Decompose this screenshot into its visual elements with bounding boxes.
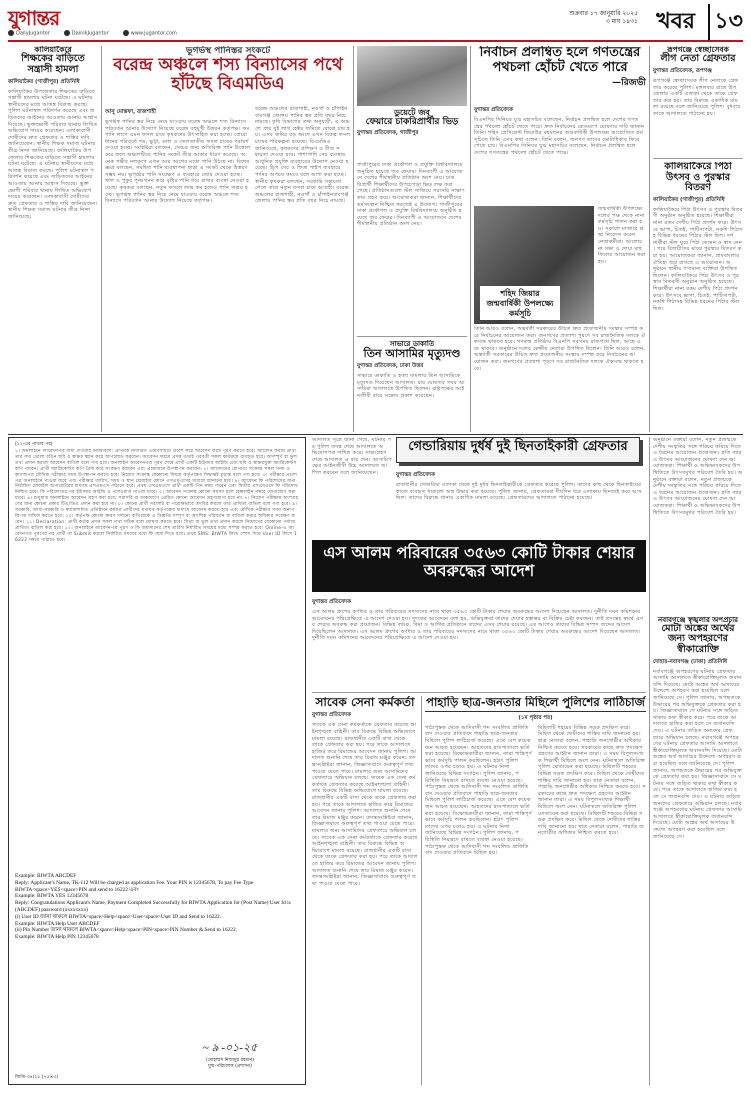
signatory-title: যুগ্ম-পরিচালক (প্রশাসন) — [208, 1064, 252, 1069]
masthead — [8, 4, 743, 38]
article-headline: শিক্ষকের বাড়িতে সন্ত্রাসী হামলা — [21, 53, 85, 76]
article-headline: তিন আসামির মৃত্যুদণ্ড — [363, 346, 461, 360]
article-duet — [357, 46, 467, 162]
article-body: ভূগর্ভস্থ পানির স্তর নিচে নেমে যাওয়ায় বরেন্দ্র অঞ্চলে শস্য বিন্যাসে পরিবর্তন আনার উদ্যোগ নিয়েছে বরেন্দ্র বহুমুখী উন্নয়ন কর্তৃপক্ষ। কম পানি লাগে এমন ফসল চাষে কৃষকদের উৎসাহিত করা হচ্ছে। বোরো ধানের পরিবর্তে গম, ভুট্টা, ডাল ও তেলজাতীয় ফসল চাষের পরামর্শ দেওয়া হচ্ছে। সংশ্লিষ্টরা বলছেন, সেচের জন্য অতিরিক্ত পানি উত্তোলনের ফলে অঞ্চলটিতে পানির সংকট তীব্র আকার ধারণ করেছে। অনেক গভীর নলকূপে এখন আর আগের মতো পানি উঠছে না। বিশেষজ্ঞরা বলছেন, সমন্বিত পানি ব্যবস্থাপনা ছাড়া এ সংকট থেকে উত্তরণ সম্ভব নয়। ভূপৃষ্ঠের পানি সংরক্ষণ ও ব্যবহারে জোর দেওয়া হচ্ছে। খাল ও পুকুর পুনঃখনন করে বৃষ্টির পানি ধরে রাখার ব্যবস্থা নেওয়া হয়েছে। কৃষকরা বলছেন, নতুন ফসলে লাভ কম হলেও পানি সাশ্রয় হচ্ছে। ভূগর্ভস্থ পানির স্তর নিচে নেমে যাওয়ায় বরেন্দ্র অঞ্চলে শস্য বিন্যাসে পরিবর্তন আনার উদ্যোগ নিয়েছে কর্তৃপক্ষ। — [105, 119, 251, 205]
article-election-header — [474, 46, 646, 102]
article-headline: পাহাড়ি ছাত্র-জনতার মিছিলে পুলিশের লাঠিচার্জ — [425, 696, 646, 712]
notice-header-ref: (১২-এর পাতার পর) — [15, 442, 53, 447]
article-kicker: নবাবগঞ্জে স্বৃঙ্খলার অপপ্রচার — [658, 616, 738, 624]
column-divider — [649, 46, 650, 432]
article-byline: যুগান্তর প্রতিবেদক, ঢাকা উত্তর — [357, 363, 424, 370]
article-byline: দোহার-নবাবগঞ্জ (ঢাকা) প্রতিনিধি — [653, 658, 728, 665]
s-alam-headline-box — [312, 540, 646, 592]
job-fair-photo — [357, 46, 467, 106]
section-divider — [357, 336, 467, 337]
column-divider — [470, 46, 471, 432]
date-bengali: ৩ মাঘ ১৪৩১ — [605, 18, 638, 25]
article-kicker: ভূগর্ভস্থ পানিস্তর সংকটে — [185, 46, 271, 56]
article-byline: কালিয়াকৈর (গাজীপুর) প্রতিনিধি — [8, 78, 80, 85]
article-byline: যুগান্তর প্রতিবেদক, রূপগঞ্জ — [653, 68, 712, 75]
article-body: কালিয়াকৈর উপজেলার শিক্ষকের বাড়িতে সন্ত্রাসী হামলার ঘটনা ঘটেছে। এ ঘটনায় স্থানীয়দের মধ্যে আতঙ্ক বিরাজ করছে। পুলিশ ঘটনাস্থল পরিদর্শন করেছে এবং জড়িতদের আইনের আওতায় আনার আশ্বাস দিয়েছে। ভুক্তভোগী পরিবার থানায় লিখিত অভিযোগ দায়ের করেছেন। এলাকাবাসী দোষীদের দ্রুত গ্রেফতার ও শাস্তির দাবি জানিয়েছেন। স্থানীয় শিক্ষক সমাজ ঘটনার তীব্র নিন্দা জানিয়েছে। কালিয়াকৈর উপজেলার শিক্ষকের বাড়িতে সন্ত্রাসী হামলার ঘটনা ঘটেছে। এ ঘটনায় স্থানীয়দের মধ্যে আতঙ্ক বিরাজ করছে। পুলিশ ঘটনাস্থল পরিদর্শন করেছে এবং জড়িতদের আইনের আওতায় আনার আশ্বাস দিয়েছে। ভুক্তভোগী পরিবার থানায় লিখিত অভিযোগ দায়ের করেছেন। এলাকাবাসী দোষীদের দ্রুত গ্রেফতার ও শাস্তির দাবি জানিয়েছেন। স্থানীয় শিক্ষক সমাজ ঘটনার তীব্র নিন্দা জানিয়েছে। — [8, 88, 98, 220]
article-byline: যুগান্তর প্রতিবেদক — [312, 712, 351, 719]
notice-reference: জিডি-৩৪/২৫ (৭৫×৩) — [15, 1075, 59, 1080]
article-attribution: —রিজভী — [612, 78, 646, 89]
article-body: তিনি আরও বলেন, অন্তর্বর্তী সরকারের উচিত দ্রুত প্রয়োজনীয় সংস্কার সম্পন্ন করে নির্বাচনের আয়োজন করা। জনগণের প্রত্যাশা পূরণে সব রাজনৈতিক দলকে ঐক্যবদ্ধ থাকতে হবে। গণতন্ত্র প্রতিষ্ঠায় বিএনপি সবসময় রাজপথে ছিল, আছে এবং থাকবে। অনুষ্ঠানে দলের কেন্দ্রীয় নেতারা উপস্থিত ছিলেন। তিনি আরও বলেন, অন্তর্বর্তী সরকারের উচিত দ্রুত প্রয়োজনীয় সংস্কার সম্পন্ন করে নির্বাচনের আয়োজন করা। জনগণের প্রত্যাশা পূরণে সব রাজনৈতিক দলকে ঐক্যবদ্ধ থাকতে হবে। — [474, 326, 646, 372]
article-duet-body — [357, 162, 467, 334]
column-divider — [353, 46, 354, 432]
article-sabhar — [357, 340, 467, 432]
article-byline: যুগান্তর প্রতিবেদক — [312, 599, 351, 605]
article-election-body — [474, 104, 646, 204]
article-byline: যুগান্তর প্রতিবেদক — [396, 472, 435, 478]
column-divider — [421, 696, 422, 1085]
notice-english-block — [15, 873, 299, 941]
article-body: বরেন্দ্র অঞ্চলের রাজশাহী, নওগাঁ ও চাঁপাইনবাবগঞ্জ জেলায় পানির স্তর প্রতি বছর নিচে নামছে। কৃষি বিভাগের তথ্য অনুযায়ী, এ অঞ্চলে প্রায় দুই লাখ হেক্টর জমিতে বোরো চাষ হয়। এসব জমির বড় অংশে এখন বিকল্প ফসল চাষের পরিকল্পনা রয়েছে। বিএমডিএ জানিয়েছে, কৃষকদের প্রশিক্ষণ ও বীজ সহায়তা দেওয়া হবে। পাশাপাশি সেচ ব্যবস্থায় আধুনিক প্রযুক্তি ব্যবহারের উদ্যোগ নেওয়া হয়েছে। ড্রিপ সেচ ও ফিতা পাইপ ব্যবহারে পানির অপচয় কমবে বলে আশা করা হচ্ছে। স্থানীয় কৃষকরা বলছেন, সরকারি সহায়তা পেলে তারা নতুন ফসল চাষে আগ্রহী। বরেন্দ্র অঞ্চলের রাজশাহী, নওগাঁ ও চাঁপাইনবাবগঞ্জ জেলায় পানির স্তর প্রতি বছর নিচে নামছে। — [255, 106, 351, 205]
article-kicker: রূপগঞ্জে স্বেচ্ছাসেবক — [667, 46, 729, 54]
article-body: রূপগঞ্জে স্বেচ্ছাসেবক লীগ নেতাকে গ্রেফতার করেছে পুলিশ। মঙ্গলবার রাতে উপজেলার একটি এলাকা থেকে তাকে গ্রেফতার করা হয়। তার বিরুদ্ধে একাধিক মামলা রয়েছে বলে জানিয়েছে পুলিশ। বুধবার তাকে আদালতে পাঠানো হয়। — [653, 78, 741, 117]
article-headline: লীগ নেতা গ্রেফতার — [660, 53, 736, 65]
page-divider — [8, 434, 743, 435]
article-headline: বরেন্দ্র অঞ্চলে শস্য বিন্যাসের পথে হাঁটছে বিএমডিএ — [113, 55, 343, 95]
column-divider — [101, 46, 102, 432]
article-byline: যুগান্তর প্রতিবেদক — [474, 107, 513, 113]
article-headline: ফেয়ারে চাকরিপ্রার্থীর ভিড় — [365, 116, 459, 127]
notice-line: (ii) Pin Number জানা থাকলে BIWTA<space>Help<space>PIN<space>PIN Number & Send to 16222. — [15, 927, 237, 934]
article-headline: মোটা অঙ্কের অর্থের জন্য অপহরণের স্বীকারোক্তি — [661, 622, 735, 656]
article-body: মিছিলটি শহরের বিভিন্ন সড়ক প্রদক্ষিণ করে। মিছিল থেকে দোষীদের শাস্তির দাবি জানানো হয়। ছাত্র নেতারা বলেন, পাহাড়ি জনগোষ্ঠীর অধিকার নিশ্চিত করতে হবে। সরকারের কাছে দ্রুত পদক্ষেপ গ্রহণের আহ্বান জানান তারা। এ সময় বিপুলসংখ্যক শিক্ষার্থী মিছিলে অংশ নেন। ঘটনাস্থলে অতিরিক্ত পুলিশ মোতায়েন করা হয়েছে। মিছিলটি শহরের বিভিন্ন সড়ক প্রদক্ষিণ করে। মিছিল থেকে দোষীদের শাস্তির দাবি জানানো হয়। ছাত্র নেতারা বলেন, পাহাড়ি জনগোষ্ঠীর অধিকার নিশ্চিত করতে হবে। সরকারের কাছে দ্রুত পদক্ষেপ গ্রহণের আহ্বান জানান তারা। এ সময় বিপুলসংখ্যক শিক্ষার্থী মিছিলে অংশ নেন। ঘটনাস্থলে অতিরিক্ত পুলিশ মোতায়েন করা হয়েছে। মিছিলটি শহরের বিভিন্ন সড়ক প্রদক্ষিণ করে। মিছিল থেকে দোষীদের শাস্তির দাবি জানানো হয়। ছাত্র নেতারা বলেন, পাহাড়ি জনগোষ্ঠীর অধিকার নিশ্চিত করতে হবে। — [538, 724, 646, 837]
notice-line: Example: BIWTA Help User ABCDEF — [15, 920, 100, 927]
article-sabhar-continued — [312, 437, 392, 517]
article-headline: গেন্ডারিয়ায় দুর্ধর্ষ দুই ছিনতাইকারী গ্রেফতার — [408, 439, 628, 454]
section-divider — [653, 158, 743, 159]
signature-mark: ~ ৯ -০১-২৫ — [202, 1042, 258, 1054]
article-body: আদালত সূত্রে জানা গেছে, ঘটনার পর পুলিশ তদন্ত শেষে আদালতে অভিযোগপত্র দাখিল করে। সাক্ষ্যগ্রহণ শেষে আদালত এ রায় দেন। আসামিপক্ষের আইনজীবী উচ্চ আদালতে আপিল করবেন বলে জানিয়েছেন। — [312, 437, 392, 476]
article-pitha-continued — [653, 437, 743, 615]
article-headline: সাবেক সেনা কর্মকর্তা — [315, 696, 415, 709]
social-links — [8, 30, 743, 39]
signature-block — [175, 1039, 285, 1070]
article-headline: নির্বাচন প্রলম্বিত হলে গণতন্ত্রের পথচলা হোঁচট খেতে পারে — [479, 46, 641, 75]
notice-line: (i) User ID জানা থাকলে BIWTA<space>Help<space>User<space>User ID and Send to 16222. — [15, 913, 222, 920]
notice-line: Example: BIWTA ABCDEF — [15, 873, 77, 879]
article-byline: কালিয়াকৈর (গাজীপুর) প্রতিনিধি — [653, 196, 725, 203]
article-kaliakair-teachers — [8, 46, 98, 432]
article-body: কালিয়াকৈরে পিঠা উৎসব ও পুরস্কার বিতরণী অনুষ্ঠান অনুষ্ঠিত হয়েছে। শিক্ষার্থীরা নানা রকম দেশীয় পিঠা প্রদর্শন করে। উৎসবে ভাপা, চিতই, পাটিসাপটা, নকশি পিঠাসহ বিভিন্ন ধরনের পিঠার স্টল ছিল। দর্শনার্থীরা স্টল ঘুরে পিঠা কেনেন ও স্বাদ নেন। পরে বিজয়ীদের মাঝে পুরস্কার বিতরণ করা হয়। আয়োজকরা জানান, গ্রামবাংলার ঐতিহ্য ধরে রাখতে এ আয়োজন। অনুষ্ঠানে স্থানীয় গণ্যমান্য ব্যক্তিরা উপস্থিত ছিলেন। কালিয়াকৈরে পিঠা উৎসব ও পুরস্কার বিতরণী অনুষ্ঠান অনুষ্ঠিত হয়েছে। শিক্ষার্থীরা নানা রকম দেশীয় পিঠা প্রদর্শন করে। উৎসবে ভাপা, চিতই, পাটিসাপটা, নকশি পিঠাসহ বিভিন্ন ধরনের পিঠার স্টল ছিল। — [653, 206, 743, 312]
article-body: অনুষ্ঠানে বক্তারা বলেন, নতুন প্রজন্মকে দেশীয় সংস্কৃতির সঙ্গে পরিচয় করিয়ে দিতে এ ধরনের আয়োজন প্রয়োজন। প্রতি বছর এ উৎসব আয়োজনের ঘোষণা দেন আয়োজকরা। শিক্ষার্থী ও অভিভাবকদের উপস্থিতিতে উৎসবমুখর পরিবেশ তৈরি হয়। অনুষ্ঠানে বক্তারা বলেন, নতুন প্রজন্মকে দেশীয় সংস্কৃতির সঙ্গে পরিচয় করিয়ে দিতে এ ধরনের আয়োজন প্রয়োজন। প্রতি বছর এ উৎসব আয়োজনের ঘোষণা দেন আয়োজকরা। শিক্ষার্থী ও অভিভাবকদের উপস্থিতিতে উৎসবমুখর পরিবেশ তৈরি হয়। — [653, 437, 743, 516]
signatory-name: (মোহাম্মদ নিজামুর রহমান) — [206, 1058, 254, 1063]
article-s-alam — [312, 596, 646, 690]
article-body: গাজীপুরের ঢাকা প্রকৌশল ও প্রযুক্তি বিশ্ববিদ্যালয়ে অনুষ্ঠিত হয়েছে জব ফেয়ার। দিনব্যাপী এ আয়োজনে দেশের শীর্ষস্থানীয় প্রতিষ্ঠান অংশ নেয়। চাকরিপ্রার্থী শিক্ষার্থীদের উপচেপড়া ভিড় লক্ষ করা গেছে। প্রতিষ্ঠানগুলো স্টল সাজিয়ে সরাসরি সাক্ষাৎকার গ্রহণ করে। আয়োজকরা জানান, শিক্ষার্থীদের কর্মসংস্থান নিশ্চিত করতেই এ উদ্যোগ। গাজীপুরের ঢাকা প্রকৌশল ও প্রযুক্তি বিশ্ববিদ্যালয়ে অনুষ্ঠিত হয়েছে জব ফেয়ার। দিনব্যাপী এ আয়োজনে দেশের শীর্ষস্থানীয় প্রতিষ্ঠান অংশ নেয়। — [357, 162, 465, 228]
article-army-officer — [312, 696, 418, 1085]
article-byline: যুগান্তর প্রতিবেদক, গাজীপুর — [357, 130, 419, 137]
dateline — [569, 10, 638, 26]
article-headline: এস আলম পরিবারের ৩৫৬৩ কোটি টাকার শেয়ার অবরুদ্ধের আদেশ — [323, 543, 635, 580]
article-election-body-continued — [474, 326, 646, 432]
article-body: সাবেক এক সেনা কর্মকর্তাকে গ্রেফতার করেছে আইনশৃঙ্খলা বাহিনী। তার বিরুদ্ধে বিভিন্ন অভিযোগে মামলা রয়েছে। রাজধানীর একটি বাসা থেকে তাকে গ্রেফতার করা হয়। পরে তাকে আদালতে হাজির করে রিমান্ডের আবেদন জানায় পুলিশ। আদালত শুনানি শেষে তার রিমান্ড মঞ্জুর করেন। তদন্তসংশ্লিষ্টরা জানান, জিজ্ঞাসাবাদে গুরুত্বপূর্ণ তথ্য পাওয়া যেতে পারে। মামলার অন্য আসামিদের গ্রেফতারে অভিযান চলছে। সাবেক এক সেনা কর্মকর্তাকে গ্রেফতার করেছে আইনশৃঙ্খলা বাহিনী। তার বিরুদ্ধে বিভিন্ন অভিযোগে মামলা রয়েছে। রাজধানীর একটি বাসা থেকে তাকে গ্রেফতার করা হয়। পরে তাকে আদালতে হাজির করে রিমান্ডের আবেদন জানায় পুলিশ। আদালত শুনানি শেষে তার রিমান্ড মঞ্জুর করেন। তদন্তসংশ্লিষ্টরা জানান, জিজ্ঞাসাবাদে গুরুত্বপূর্ণ তথ্য পাওয়া যেতে পারে। মামলার অন্য আসামিদের গ্রেফতারে অভিযান চলছে। সাবেক এক সেনা কর্মকর্তাকে গ্রেফতার করেছে আইনশৃঙ্খলা বাহিনী। তার বিরুদ্ধে বিভিন্ন অভিযোগে মামলা রয়েছে। রাজধানীর একটি বাসা থেকে তাকে গ্রেফতার করা হয়। পরে তাকে আদালতে হাজির করে রিমান্ডের আবেদন জানায় পুলিশ। আদালত শুনানি শেষে তার রিমান্ড মঞ্জুর করেন। তদন্তসংশ্লিষ্টরা জানান, জিজ্ঞাসাবাদে গুরুত্বপূর্ণ তথ্য পাওয়া যেতে পারে। — [312, 722, 418, 887]
article-barind-body-continued — [255, 106, 351, 432]
masthead-rule — [8, 40, 743, 42]
column-divider — [649, 437, 650, 1085]
article-kicker: ডুয়েটে জব — [394, 107, 430, 117]
section-divider — [312, 692, 646, 693]
globe-icon — [123, 30, 129, 36]
article-hill-students — [425, 696, 646, 1085]
notice-body: ১। অনলাইনে আবেদনপত্র জমা দেওয়ার নিয়মাবলি: প্রার্থীকে নির্ধারিত ওয়েবসাইটে প্রবেশ করে আবেদন ফরম পূরণ করতে হবে। আবেদন ফরমে প্রার্থী তার সদ্য তোলা রঙিন ছবি ও স্বাক্ষর স্ক্যান করে আপলোড করবেন। আবেদন ফরমে প্রদত্ত তথ্যই পরবর্তী সকল কার্যক্রমে ব্যবহৃত হবে। অসম্পূর্ণ বা ভুল তথ্য প্রদান করলে আবেদন বাতিল বলে গণ্য হবে। অনলাইন আবেদনপত্র পূরণ শেষে প্রার্থী একটি ইউজার আইডি এবং ছবি ও স্বাক্ষরযুক্ত অ্যাপ্লিকেন্টস কপি পাবেন। প্রার্থী অ্যাপ্লিকেন্টস কপি প্রিন্ট করে সংরক্ষণ করবেন এবং প্রয়োজনে উপস্থাপন করবেন। ২। আবেদনের যোগ্যতা সংক্রান্ত সকল সনদ ও কাগজপত্র মৌখিক পরীক্ষার সময় উপস্থাপন করতে হবে। নিয়োগ সংক্রান্ত যেকোনো বিষয়ে কর্তৃপক্ষের সিদ্ধান্তই চূড়ান্ত বলে গণ্য হবে। ৩। পরীক্ষার প্রবেশপত্র অনলাইনে পাওয়া যাবে এবং পরীক্ষার তারিখ, সময় ও স্থান মোবাইল ফোনে এসএমএসের মাধ্যমে জানানো হবে। ৪। আবেদন ফি পরিশোধের জন্য নির্ধারিত মোবাইল অপারেটরের মাধ্যমে এসএমএস পাঠাতে হবে। প্রথম এসএমএসে প্রার্থী একটি পিন নম্বর পাবেন এবং দ্বিতীয় এসএমএসে ফি পরিশোধ নিশ্চিত হবে। ফি পরিশোধের পর ইউজার আইডি ও পাসওয়ার্ড পাওয়া যাবে। ৫। আবেদন সংক্রান্ত কোনো সমস্যা হলে হেল্পলাইন নম্বরে যোগাযোগ করা যাবে। ৬। শুধুমাত্র অনলাইনে আবেদন গ্রহণ করা হবে; সরাসরি বা ডাকযোগে প্রেরিত কোনো আবেদন গ্রহণযোগ্য হবে না। ৭। নিয়োগ পরীক্ষায় অংশগ্রহণের জন্য কোনো প্রকার টিএ/ডিএ প্রদান করা হবে না। ৮। কোনো প্রার্থী সরাসরি বা পরোক্ষভাবে তদবির করলে তার প্রার্থিতা বাতিল বলে গণ্য হবে। ৯। সরকারি, আধা-সরকারি ও স্বায়ত্তশাসিত প্রতিষ্ঠানে কর্মরত প্রার্থীদের যথাযথ কর্তৃপক্ষের মাধ্যমে আবেদন করতে হবে এবং মৌখিক পরীক্ষার সময় অনাপত্তিপত্র দাখিল করতে হবে। ১০। কর্তৃপক্ষ কোনো কারণ দর্শানো ব্যতিরেকে এ বিজ্ঞপ্তি সম্পূর্ণ বা আংশিক পরিবর্তন বা বাতিল করার অধিকার সংরক্ষণ করেন। ১১। Declaration: প্রার্থী কর্তৃক প্রদত্ত সকল তথ্য সঠিক বলে ঘোষণা করতে হবে। মিথ্যা বা ভুল তথ্য প্রদান করলে নিয়োগের যেকোনো পর্যায়ে প্রার্থিতা বাতিল করা হবে। ১২। অনলাইনে আবেদনপত্র পূরণ ও ফি জমাদানের শেষ তারিখ নির্ধারিত সময়ের মধ্যে সম্পন্ন করতে হবে। Online-এ আবেদনপত্র পূরণের পর প্রার্থী তা Submit করলে নির্ধারিত সময়ের মধ্যে ফি জমা দিতে হবে। প্রথম SMS: BIWTA লিখে স্পেস দিয়ে User ID লিখে 16222 নম্বরে পাঠাতে হবে। — [15, 449, 299, 543]
article-body: পাঠ্যপুস্তক থেকে আদিবাসী শব্দ সংবলিত গ্রাফিতি বাদ দেওয়ার প্রতিবাদে পাহাড়ি ছাত্র-জনতার মিছিলে পুলিশ লাঠিচার্জ করেছে। এতে বেশ কয়েকজন আহত হয়েছেন। আহতদের হাসপাতালে ভর্তি করা হয়েছে। বিক্ষোভকারীরা জানান, তারা শান্তিপূর্ণভাবে কর্মসূচি পালন করছিলেন। হঠাৎ পুলিশ তাদের ওপর চড়াও হয়। এ ঘটনার নিন্দা জানিয়েছে বিভিন্ন সংগঠন। পুলিশ জানায়, পরিস্থিতি নিয়ন্ত্রণে রাখতে ব্যবস্থা নেওয়া হয়েছে। পাঠ্যপুস্তক থেকে আদিবাসী শব্দ সংবলিত গ্রাফিতি বাদ দেওয়ার প্রতিবাদে পাহাড়ি ছাত্র-জনতার মিছিলে পুলিশ লাঠিচার্জ করেছে। এতে বেশ কয়েকজন আহত হয়েছেন। আহতদের হাসপাতালে ভর্তি করা হয়েছে। বিক্ষোভকারীরা জানান, তারা শান্তিপূর্ণভাবে কর্মসূচি পালন করছিলেন। হঠাৎ পুলিশ তাদের ওপর চড়াও হয়। এ ঘটনার নিন্দা জানিয়েছে বিভিন্ন সংগঠন। পুলিশ জানায়, পরিস্থিতি নিয়ন্ত্রণে রাখতে ব্যবস্থা নেওয়া হয়েছে। পাঠ্যপুস্তক থেকে আদিবাসী শব্দ সংবলিত গ্রাফিতি বাদ দেওয়ার প্রতিবাদে মিছিল হয়। — [425, 724, 532, 857]
article-narayanganj — [653, 616, 743, 1085]
notice-line: Reply: Congratulations Applicant's Name, Payment Completed Successfully for BIWTA Application for (Post Name) User Id is (ABCDEF) password (xxxxxxxx) — [15, 900, 291, 913]
photo-caption: শহিদ জিয়ার জন্মবার্ষিকী উপলক্ষ্যে কর্মসূচি — [480, 286, 560, 320]
article-headline: কালিয়াকৈরে পিঠা উৎসব ও পুরস্কার বিতরণ — [664, 162, 732, 194]
notice-line: Example: BIWTA YES 12345678 — [15, 893, 89, 900]
article-barind-header — [105, 46, 351, 104]
article-barind-body — [105, 106, 251, 432]
article-body: এস আলম গ্রুপের কর্ণধার ও তার পরিবারের সদস্যদের নামে থাকা ৩৫৬৩ কোটি টাকার শেয়ার অবরুদ্ধের আদেশ দিয়েছেন আদালত। দুর্নীতি দমন কমিশনের আবেদনের পরিপ্রেক্ষিতে এ আদেশ দেওয়া হয়। দুদকের আবেদনে বলা হয়, অভিযুক্তরা তাদের শেয়ার হস্তান্তর বা বিক্রির চেষ্টা করছেন। তাই তদন্তের স্বার্থে এসব শেয়ার অবরুদ্ধ করা প্রয়োজন। বিভিন্ন ব্যাংক, বিমা ও আর্থিক প্রতিষ্ঠানে তাদের এসব শেয়ার রয়েছে। এর আগেও তাদের বিভিন্ন সম্পদ জব্দের আদেশ দিয়েছিলেন আদালত। এস আলম গ্রুপের কর্ণধার ও তার পরিবারের সদস্যদের নামে থাকা ৩৫৬৩ কোটি টাকার শেয়ার অবরুদ্ধের আদেশ দিয়েছেন আদালত। দুর্নীতি দমন কমিশনের আবেদনের পরিপ্রেক্ষিতে এ আদেশ দেওয়া হয়। — [312, 609, 644, 642]
social-link[interactable]: DailyJugantor — [8, 30, 50, 39]
notice-line: Example: BIWTA Help PIN 12345678 — [15, 934, 99, 941]
article-body: জন্মবার্ষিকী উপলক্ষ্যে দলের পক্ষ থেকে নানা কর্মসূচি পালন করা হয়। সকালে মাজারে শ্রদ্ধা নিবেদন করেন নেতাকর্মীরা। আলোচনা সভা ও দোয়া মাহফিলের আয়োজন করা হয়। — [598, 206, 646, 265]
newspaper-logo: যুগান্তর — [8, 6, 60, 30]
article-gendaria — [396, 437, 646, 537]
article-byline: (১ম পৃষ্ঠার পর) — [518, 714, 553, 721]
section-title: খবর — [656, 8, 695, 34]
article-rupganj — [653, 46, 743, 156]
article-kicker: কালিয়াকৈরে — [34, 46, 72, 54]
official-notice — [8, 437, 306, 1085]
article-byline: আনু মোস্তফা, রাজশাহী — [105, 109, 156, 115]
social-link[interactable]: www.jugantor.com — [123, 30, 177, 39]
notice-line: Reply: Applicant's Name, TK-112 Will be charged as application Fee. Your PIN is 12345678, To pay Fee Type BIWTA<space>YES<space>PIN and send to 16222 এবং — [15, 879, 254, 893]
page-number: ১৩ — [708, 4, 743, 41]
social-link[interactable]: DainikJugantor — [64, 30, 109, 39]
facebook-icon — [64, 30, 70, 36]
date-gregorian: শুক্রবার ১৭ জানুয়ারি ২০২৫ — [569, 10, 638, 17]
article-body: রাজধানীর গেন্ডারিয়া এলাকা থেকে দুই দুর্ধর্ষ ছিনতাইকারীকে গ্রেফতার করেছে পুলিশ। তাদের কাছ থেকে ছিনতাইয়ের কাজে ব্যবহৃত ধারালো অস্ত্র উদ্ধার করা হয়েছে। পুলিশ জানায়, গ্রেফতাররা দীর্ঘদিন ধরে এলাকায় ছিনতাই করে আসছিল। তাদের বিরুদ্ধে থানায় একাধিক মামলা রয়েছে। গ্রেফতারদের আদালতে পাঠানো হয়েছে। — [396, 482, 642, 502]
article-body: সাভারে ডাকাতি ও হত্যা মামলায় তিন আসামিকে মৃত্যুদণ্ড দিয়েছেন আদালত। রায় ঘোষণার সময় আসামিরা আদালতে উপস্থিত ছিলেন। রাষ্ট্রপক্ষের আইনজীবী রায়ে সন্তোষ প্রকাশ করেছেন। — [357, 373, 465, 399]
article-pitha — [653, 162, 743, 432]
article-body: নবাবগঞ্জে অপহরণের ঘটনায় গ্রেফতার আসামি আদালতে স্বীকারোক্তিমূলক জবানবন্দি দিয়েছে। মোটা অঙ্কের অর্থ আদায়ের উদ্দেশ্যে অপহরণ করা হয়েছিল বলে জানিয়েছে সে। পুলিশ জানায়, অপহৃতকে উদ্ধারের পর অভিযুক্তকে গ্রেফতার করা হয়। জিজ্ঞাসাবাদে সে ঘটনার সঙ্গে জড়িত থাকার কথা স্বীকার করে। পরে তাকে আদালতে হাজির করা হলে সে জবানবন্দি দেয়। এ ঘটনায় জড়িত অন্যদের গ্রেফতারে অভিযান চলছে। নবাবগঞ্জে অপহরণের ঘটনায় গ্রেফতার আসামি আদালতে স্বীকারোক্তিমূলক জবানবন্দি দিয়েছে। মোটা অঙ্কের অর্থ আদায়ের উদ্দেশ্যে অপহরণ করা হয়েছিল বলে জানিয়েছে সে। পুলিশ জানায়, অপহৃতকে উদ্ধারের পর অভিযুক্তকে গ্রেফতার করা হয়। জিজ্ঞাসাবাদে সে ঘটনার সঙ্গে জড়িত থাকার কথা স্বীকার করে। পরে তাকে আদালতে হাজির করা হলে সে জবানবন্দি দেয়। এ ঘটনায় জড়িত অন্যদের গ্রেফতারে অভিযান চলছে। নবাবগঞ্জে অপহরণের ঘটনায় গ্রেফতার আসামি আদালতে স্বীকারোক্তিমূলক জবানবন্দি দিয়েছে। মোটা অঙ্কের অর্থ আদায়ের উদ্দেশ্যে অপহরণ করা হয়েছিল বলে জানিয়েছে সে। — [653, 668, 743, 840]
article-kicker: সাভারে ডাকাতি — [389, 340, 435, 348]
article-election-side — [598, 206, 646, 324]
twitter-icon — [8, 30, 14, 36]
article-body: বিএনপির সিনিয়র যুগ্ম মহাসচিব বলেছেন, নির্বাচন প্রলম্বিত হলে দেশের গণতন্ত্রের পথচলা হোঁচট খেতে পারে। দ্রুত নির্বাচনের রোডম্যাপ ঘোষণার দাবি জানান তিনি। শহিদ প্রেসিডেন্ট জিয়াউর রহমানের জন্মবার্ষিকী উপলক্ষ্যে আয়োজিত কর্মসূচিতে তিনি এসব কথা বলেন। তিনি বলেন, জনগণ তাদের ভোটাধিকার ফিরে পেতে চায়। বিএনপির সিনিয়র যুগ্ম মহাসচিব বলেছেন, নির্বাচন প্রলম্বিত হলে দেশের গণতন্ত্রের পথচলা হোঁচট খেতে পারে। — [474, 117, 645, 156]
